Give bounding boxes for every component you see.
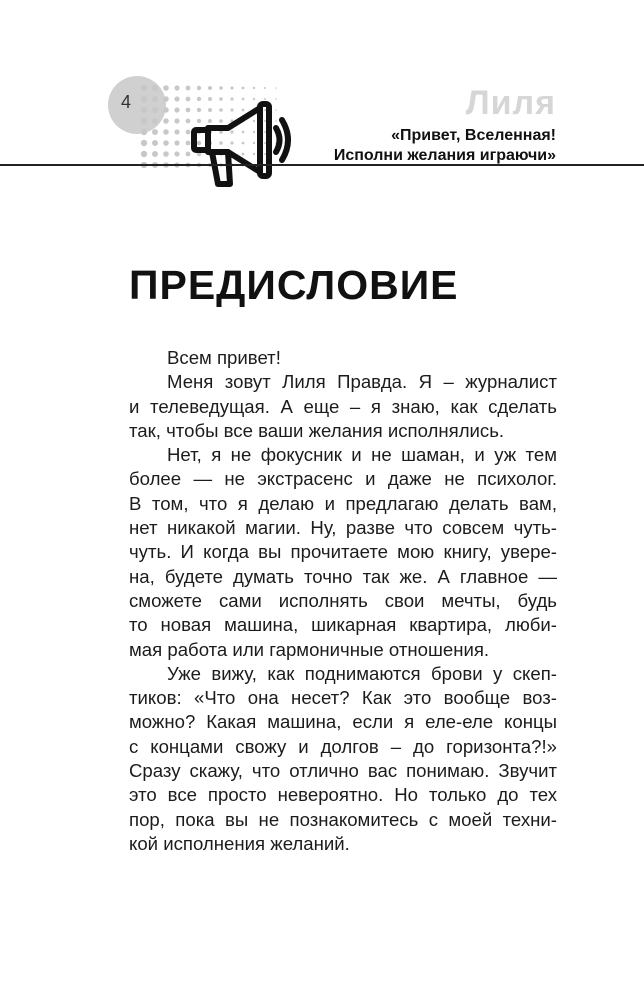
book-title bbox=[334, 126, 556, 166]
text-line: то новая машина, шикарная квартира, люби- bbox=[129, 614, 557, 636]
page-number: 4 bbox=[121, 92, 132, 112]
text-line: сможете сами исполнять свои мечты, будь bbox=[129, 589, 557, 611]
halftone-dot bbox=[141, 96, 147, 102]
text-line: так, чтобы все ваши желания исполнялись. bbox=[129, 419, 505, 441]
text-line: Меня зовут Лиля Правда. Я – журналист bbox=[167, 371, 557, 393]
halftone-dot bbox=[186, 86, 191, 91]
halftone-dot bbox=[163, 96, 169, 102]
halftone-dot bbox=[163, 107, 169, 113]
halftone-dot bbox=[141, 118, 147, 124]
book-title-line-2: Исполни желания играючи» bbox=[333, 147, 556, 164]
text-line: и телеведущая. А еще – я знаю, как сделать bbox=[129, 395, 557, 417]
halftone-dot bbox=[141, 85, 147, 91]
paragraph bbox=[129, 346, 557, 370]
text-line: кой исполнения желаний. bbox=[129, 832, 350, 854]
paragraph bbox=[129, 370, 557, 443]
text-line: Всем привет! bbox=[167, 347, 281, 368]
book-title-line-1: «Привет, Вселенная! bbox=[391, 127, 556, 144]
halftone-dot bbox=[197, 86, 201, 90]
halftone-dot bbox=[264, 87, 266, 89]
halftone-dot bbox=[152, 107, 158, 113]
halftone-dot bbox=[208, 86, 212, 90]
halftone-dot bbox=[163, 151, 169, 157]
halftone-dot bbox=[152, 85, 158, 91]
halftone-dot bbox=[174, 151, 179, 156]
header-divider bbox=[0, 164, 644, 166]
halftone-dot bbox=[152, 118, 158, 124]
text-line: нет никакой магии. Ну, разве что совсем чуть- bbox=[129, 517, 557, 539]
halftone-dot bbox=[152, 129, 158, 135]
halftone-dot bbox=[174, 129, 179, 134]
text-line: Сразу скажу, что отлично вас понимаю. Звучит bbox=[129, 760, 557, 782]
text-line: можно? Какая машина, если я еле-еле концы bbox=[129, 711, 557, 733]
halftone-dot bbox=[152, 151, 158, 157]
halftone-dot bbox=[174, 140, 179, 145]
halftone-dot bbox=[141, 140, 147, 146]
text-line: пор, пока вы не познакомитесь с моей техни- bbox=[129, 808, 557, 830]
paragraph bbox=[129, 662, 557, 856]
halftone-dot bbox=[230, 86, 233, 89]
halftone-dot bbox=[141, 107, 147, 113]
text-line: с концами свожу и долгов – до горизонта?!» bbox=[129, 735, 557, 757]
halftone-dot bbox=[163, 118, 169, 124]
body-text bbox=[129, 346, 557, 856]
text-line: Нет, я не фокусник и не шаман, и уж тем bbox=[167, 444, 557, 466]
text-line: мая работа или гармоничные отношения. bbox=[129, 638, 490, 660]
halftone-dot bbox=[253, 87, 255, 89]
halftone-dot bbox=[163, 129, 169, 135]
halftone-dot bbox=[174, 118, 179, 123]
halftone-dot bbox=[141, 151, 147, 157]
text-line: тиков: «Что она несет? Как это вообще воз- bbox=[129, 687, 557, 709]
text-line: Уже вижу, как поднимаются брови у скеп- bbox=[167, 662, 557, 684]
halftone-dot bbox=[152, 140, 158, 146]
halftone-dot bbox=[141, 129, 147, 135]
halftone-dot bbox=[174, 107, 179, 112]
paragraph bbox=[129, 443, 557, 662]
halftone-dot bbox=[152, 96, 158, 102]
halftone-dot bbox=[163, 85, 169, 91]
halftone-dot bbox=[174, 85, 179, 90]
chapter-title: ПРЕДИСЛОВИЕ bbox=[129, 262, 459, 308]
text-line: чуть. И когда вы прочитаете мою книгу, увере- bbox=[129, 541, 557, 563]
author-name: Лиля bbox=[465, 84, 556, 122]
text-line: более — не экстрасенс и даже не психолог. bbox=[129, 468, 557, 490]
megaphone-icon bbox=[188, 100, 298, 192]
text-line: это все просто невероятно. Но только до тех bbox=[129, 784, 557, 806]
halftone-dot bbox=[219, 86, 223, 90]
halftone-dot bbox=[275, 87, 277, 89]
halftone-dot bbox=[242, 87, 245, 90]
halftone-dot bbox=[174, 96, 179, 101]
text-line: на, будете думать точно так же. А главное — bbox=[129, 565, 557, 587]
text-line: В том, что я делаю и предлагаю делать вам, bbox=[129, 492, 557, 514]
halftone-dot bbox=[163, 140, 169, 146]
